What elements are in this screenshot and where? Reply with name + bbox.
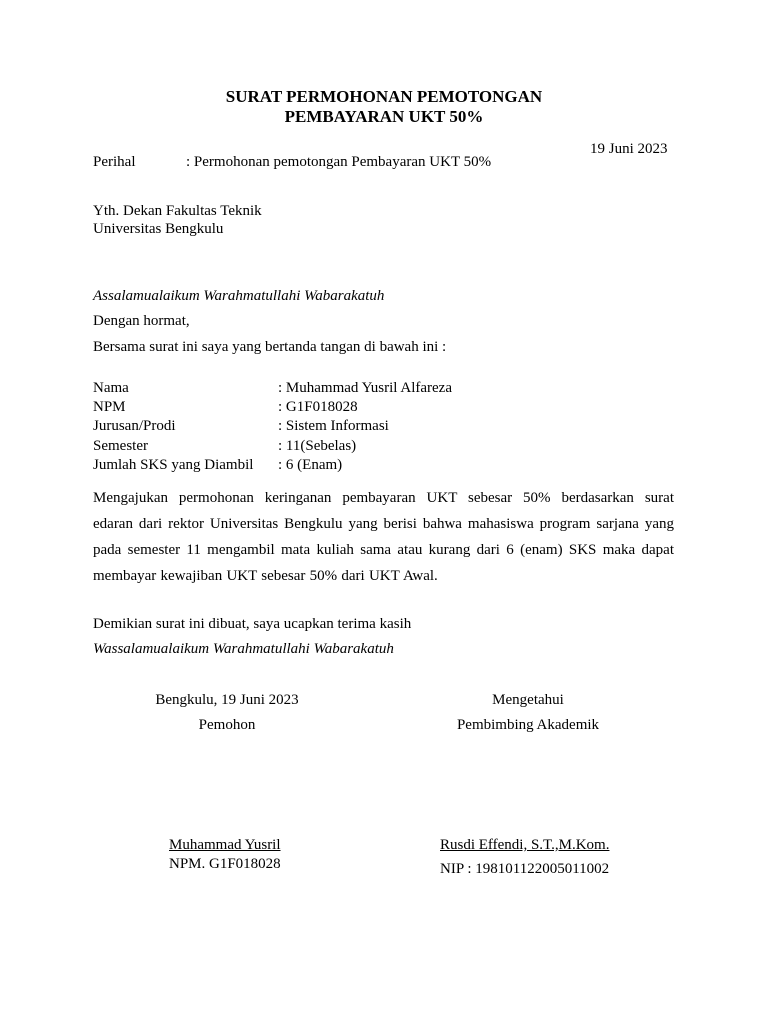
identity-label: Jurusan/Prodi xyxy=(93,418,176,434)
signature-right-id: NIP : 198101122005011002 xyxy=(440,861,610,877)
identity-label: Nama xyxy=(93,380,129,396)
identity-value: : Muhammad Yusril Alfareza xyxy=(278,380,452,396)
signature-left-role: Pemohon xyxy=(198,717,256,733)
identity-value: : 11(Sebelas) xyxy=(278,438,357,454)
signature-left-id: NPM. G1F018028 xyxy=(169,856,281,872)
recipient-line1: Yth. Dekan Fakultas Teknik xyxy=(93,203,262,219)
recipient-line2: Universitas Bengkulu xyxy=(93,221,224,237)
identity-value: : Sistem Informasi xyxy=(278,418,389,434)
signature-right-name: Rusdi Effendi, S.T.,M.Kom. xyxy=(440,837,610,853)
perihal-label: Perihal xyxy=(93,154,136,170)
greeting: Assalamualaikum Warahmatullahi Wabarakatuh xyxy=(93,288,385,304)
body-line: pada semester 11 mengambil mata kuliah sama atau kurang dari 6 (enam) SKS maka dapat xyxy=(93,542,674,558)
body-line: edaran dari rektor Universitas Bengkulu yang berisi bahwa mahasiswa program sarjana yang xyxy=(93,516,674,532)
identity-value: : 6 (Enam) xyxy=(278,457,343,473)
signature-left-name: Muhammad Yusril xyxy=(169,837,281,853)
body-line: membayar kewajiban UKT sebesar 50% dari UKT Awal. xyxy=(93,568,438,584)
intro-text: Bersama surat ini saya yang bertanda tangan di bawah ini : xyxy=(93,339,447,355)
signature-left-place-date: Bengkulu, 19 Juni 2023 xyxy=(155,692,299,708)
body-line: Mengajukan permohonan keringanan pembayaran UKT sebesar 50% berdasarkan surat xyxy=(93,490,674,506)
salutation: Dengan hormat, xyxy=(93,313,190,329)
letter-title-line2: PEMBAYARAN UKT 50% xyxy=(284,107,484,126)
body-paragraph xyxy=(93,485,674,589)
identity-label: NPM xyxy=(93,399,126,415)
identity-label: Semester xyxy=(93,438,148,454)
letter-date: 19 Juni 2023 xyxy=(590,141,668,157)
perihal-value: : Permohonan pemotongan Pembayaran UKT 50% xyxy=(186,154,492,170)
letter-title-line1: SURAT PERMOHONAN PEMOTONGAN xyxy=(225,87,543,106)
signature-right-role: Pembimbing Akademik xyxy=(456,717,600,733)
identity-label: Jumlah SKS yang Diambil xyxy=(93,457,254,473)
farewell: Wassalamualaikum Warahmatullahi Wabarakatuh xyxy=(93,641,394,657)
closing-text: Demikian surat ini dibuat, saya ucapkan terima kasih xyxy=(93,616,412,632)
signature-right-place-date: Mengetahui xyxy=(492,692,564,708)
identity-value: : G1F018028 xyxy=(278,399,358,415)
